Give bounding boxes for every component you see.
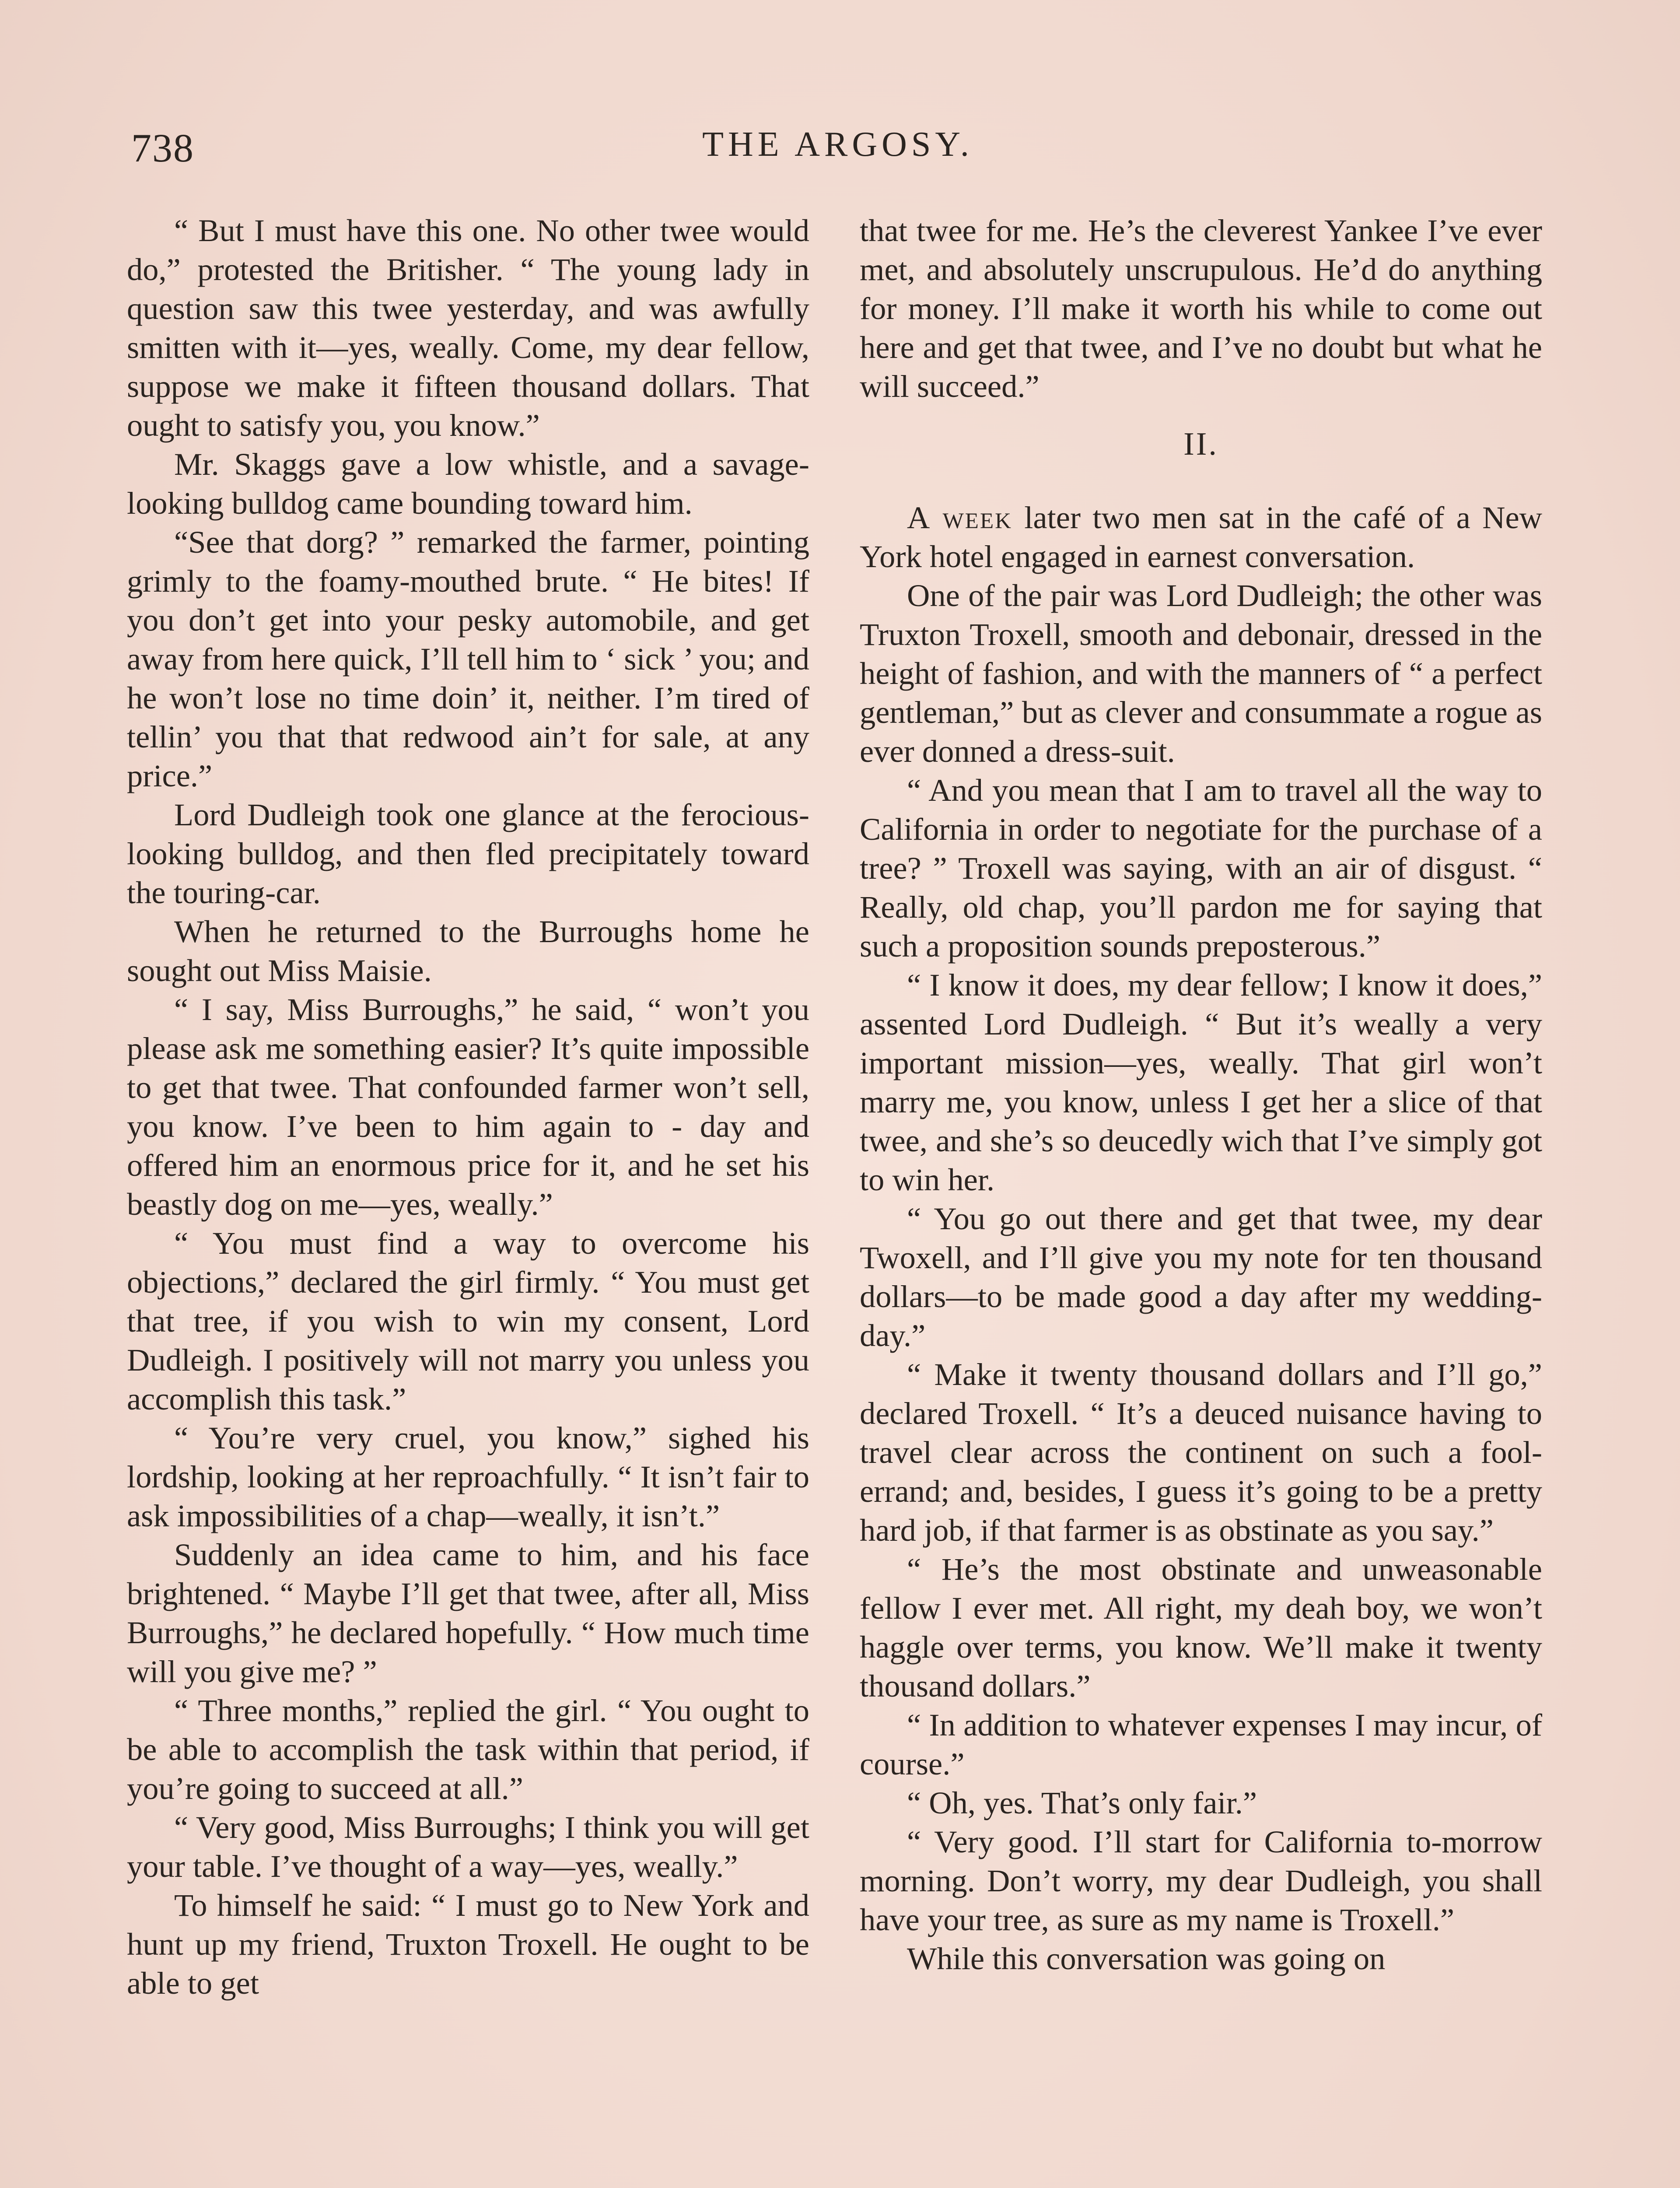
left-column	[127, 211, 809, 2002]
paragraph: One of the pair was Lord Dudleigh; the other was Truxton Troxell, smooth and debonair, dressed in the height of fashion, and with the manners of “ a perfect gentleman,” but as clever and consummate a rogue as ever donned a dress-suit.	[860, 578, 1542, 769]
paragraph: “ And you mean that I am to travel all the way to California in order to negotiate for the purchase of a tree? ” Troxell was saying, with an air of disgust. “ Really, old chap, you’ll pardon me for saying that such a proposition sounds preposterous.”	[860, 772, 1542, 964]
page-number: 738	[131, 126, 194, 170]
paragraph: Mr. Skaggs gave a low whistle, and a savage-looking bulldog came bounding toward him.	[127, 446, 809, 521]
paragraph: “ You go out there and get that twee, my dear Twoxell, and I’ll give you my note for ten thousand dollars—to be made good a day after my wedding-day.”	[860, 1201, 1542, 1353]
paragraph: “ Three months,” replied the girl. “ You ought to be able to accomplish the task within that period, if you’re going to succeed at all.”	[127, 1693, 809, 1806]
paragraph: “ But I must have this one. No other twee would do,” protested the Britisher. “ The young lady in question saw this twee yesterday, and was awfully smitten with it—yes, weally. Come, my dear fellow, suppose we make it fifteen thousand dollars. That ought to satisfy you, you know.”	[127, 213, 809, 443]
running-title: THE ARGOSY.	[702, 125, 973, 164]
page-header	[131, 125, 1544, 177]
section-opening-paragraph	[860, 498, 1542, 576]
opening-text: later two men sat in the café of a New York hotel engaged in earnest conversation.	[860, 500, 1542, 574]
paragraph: “ You must find a way to overcome his objections,” declared the girl firmly. “ You must get that tree, if you wish to win my consent, Lord Dudleigh. I positively will not marry you unless you accomplish this task.”	[127, 1225, 809, 1417]
section-number: II.	[1183, 426, 1218, 462]
paragraph: To himself he said: “ I must go to New York and hunt up my friend, Truxton Troxell. He ought to be able to get	[127, 1887, 809, 2001]
paragraph: “ Make it twenty thousand dollars and I’ll go,” declared Troxell. “ It’s a deuced nuisance having to travel clear across the continent on such a fool-errand; and, besides, I guess it’s going to be a pretty hard job, if that farmer is as obstinate as you say.”	[860, 1357, 1542, 1548]
right-column	[860, 211, 1542, 1978]
paragraph: “ Very good. I’ll start for California to-morrow morning. Don’t worry, my dear Dudleigh, you shall have your tree, as sure as my name is Troxell.”	[860, 1824, 1542, 1937]
paragraph: “ Oh, yes. That’s only fair.”	[907, 1785, 1257, 1820]
small-caps-opening: A week	[907, 500, 1012, 535]
paragraph: “ In addition to whatever expenses I may incur, of course.”	[860, 1707, 1542, 1781]
paragraph: When he returned to the Burroughs home he sought out Miss Maisie.	[127, 914, 809, 988]
paragraph: “ I know it does, my dear fellow; I know it does,” assented Lord Dudleigh. “ But it’s weally a very important mission—yes, weally. That girl won’t marry me, you know, unless I get her a slice of that twee, and she’s so deucedly wich that I’ve simply got to win her.	[860, 967, 1542, 1197]
paragraph: “ You’re very cruel, you know,” sighed his lordship, looking at her reproachfully. “ It isn’t fair to ask impossibilities of a chap—weally, it isn’t.”	[127, 1420, 809, 1533]
paragraph: Lord Dudleigh took one glance at the ferocious-looking bulldog, and then fled precipitately toward the touring-car.	[127, 797, 809, 910]
paragraph: “ I say, Miss Burroughs,” he said, “ won’t you please ask me something easier? It’s quite impossible to get that twee. That confounded farmer won’t sell, you know. I’ve been to him again to - day and offered him an enormous price for it, and he set his beastly dog on me—yes, weally.”	[127, 992, 809, 1222]
paragraph: “ He’s the most obstinate and unweasonable fellow I ever met. All right, my deah boy, we won’t haggle over terms, you know. We’ll make it twenty thousand dollars.”	[860, 1551, 1542, 1704]
continued-paragraph: that twee for me. He’s the cleverest Yankee I’ve ever met, and absolutely unscrupulous. He’d do anything for money. I’ll make it worth his while to come out here and get that twee, and I’ve no doubt but what he will succeed.”	[860, 213, 1542, 404]
paragraph: While this conversation was going on	[907, 1941, 1386, 1976]
paragraph: “See that dorg? ” remarked the farmer, pointing grimly to the foamy-mouthed brute. “ He bites! If you don’t get into your pesky automobile, and get away from here quick, I’ll tell him to ‘ sick ’ you; and he won’t lose no time doin’ it, neither. I’m tired of tellin’ you that that redwood ain’t for sale, at any price.”	[127, 524, 809, 793]
paragraph: Suddenly an idea came to him, and his face brightened. “ Maybe I’ll get that twee, after all, Miss Burroughs,” he declared hopefully. “ How much time will you give me? ”	[127, 1537, 809, 1689]
paragraph: “ Very good, Miss Burroughs; I think you will get your table. I’ve thought of a way—yes, weally.”	[127, 1809, 809, 1884]
